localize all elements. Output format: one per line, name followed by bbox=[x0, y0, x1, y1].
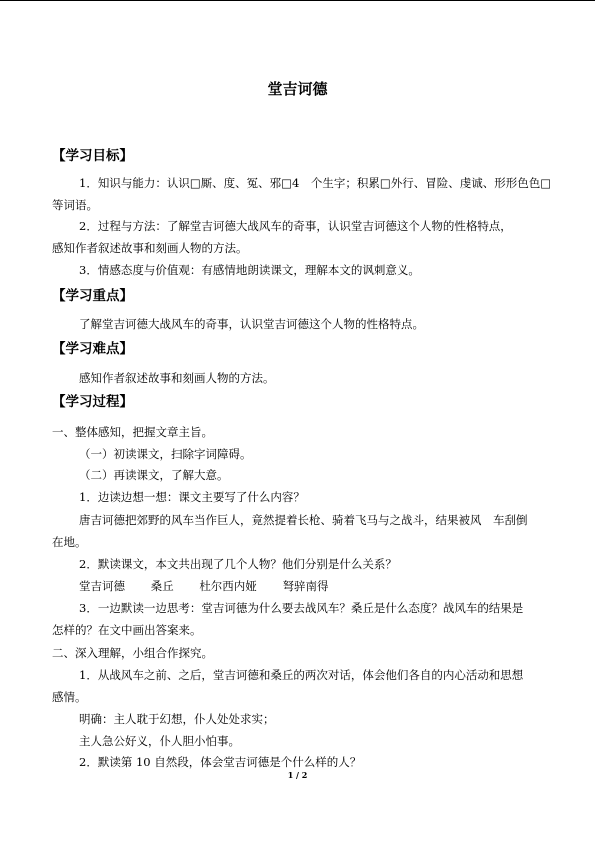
goal-1-line-2: 等词语。 bbox=[52, 198, 98, 212]
goal-3: 3．情感态度与价值观：有感情地朗读课文，理解本文的讽刺意义。 bbox=[79, 263, 420, 277]
character-name: 弩骍南得 bbox=[282, 579, 329, 593]
section-heading-focus: 【学习重点】 bbox=[52, 288, 133, 304]
page-number: 1 / 2 bbox=[287, 770, 308, 780]
character-name: 桑丘 bbox=[150, 579, 174, 593]
page-title: 堂吉诃德 bbox=[267, 80, 328, 98]
top-rule bbox=[0, 0, 595, 1]
question-5: 2．默读第 10 自然段，体会堂吉诃德是个什么样的人？ bbox=[79, 755, 362, 769]
answer-1-line-1: 唐吉诃德把郊野的风车当作巨人，竟然提着长枪、骑着飞马与之战斗，结果被风 车刮倒 bbox=[79, 513, 528, 527]
goal-2-line-1: 2．过程与方法：了解堂吉诃德大战风车的奇事，认识堂吉诃德这个人物的性格特点， bbox=[79, 219, 512, 233]
difficulty-text: 感知作者叙述故事和刻画人物的方法。 bbox=[79, 371, 275, 385]
process-part-2: 二、深入理解，小组合作探究。 bbox=[52, 646, 213, 660]
character-names bbox=[79, 579, 350, 593]
process-part-1: 一、整体感知，把握文章主旨。 bbox=[52, 425, 213, 439]
question-2: 2．默读课文，本文共出现了几个人物？他们分别是什么关系？ bbox=[79, 557, 397, 571]
clarification-1: 明确：主人耽于幻想，仆人处处求实； bbox=[79, 712, 275, 726]
section-heading-process: 【学习过程】 bbox=[52, 394, 133, 410]
question-4-line-2: 感情。 bbox=[52, 690, 87, 704]
focus-text: 了解堂吉诃德大战风车的奇事，认识堂吉诃德这个人物的性格特点。 bbox=[79, 317, 424, 331]
goal-2-line-2: 感知作者叙述故事和刻画人物的方法。 bbox=[52, 241, 248, 255]
character-name: 杜尔西内娅 bbox=[199, 579, 257, 593]
answer-1-line-2: 在地。 bbox=[52, 535, 87, 549]
question-4-line-1: 1．从战风车之前、之后，堂吉诃德和桑丘的两次对话，体会他们各自的内心活动和思想 bbox=[79, 668, 524, 682]
question-1: 1．边读边想一想：课文主要写了什么内容？ bbox=[79, 490, 305, 504]
section-heading-difficulty: 【学习难点】 bbox=[52, 341, 133, 357]
question-3-line-2: 怎样的？在文中画出答案来。 bbox=[52, 623, 202, 637]
section-heading-goals: 【学习目标】 bbox=[52, 148, 133, 164]
goal-1-line-1: 1．知识与能力：认识□厮、度、冤、邪□4 个生字；积累□外行、冒险、虔诚、形形色色□ bbox=[79, 176, 552, 190]
question-3-line-1: 3．一边默读一边思考：堂吉诃德为什么要去战风车？桑丘是什么态度？战风车的结果是 bbox=[79, 601, 524, 615]
character-name: 堂吉诃德 bbox=[79, 579, 125, 593]
process-subitem-1: （一）初读课文，扫除字词障碍。 bbox=[79, 447, 252, 461]
clarification-2: 主人急公好义，仆人胆小怕事。 bbox=[79, 734, 240, 748]
process-subitem-2: （二）再读课文，了解大意。 bbox=[79, 468, 229, 482]
